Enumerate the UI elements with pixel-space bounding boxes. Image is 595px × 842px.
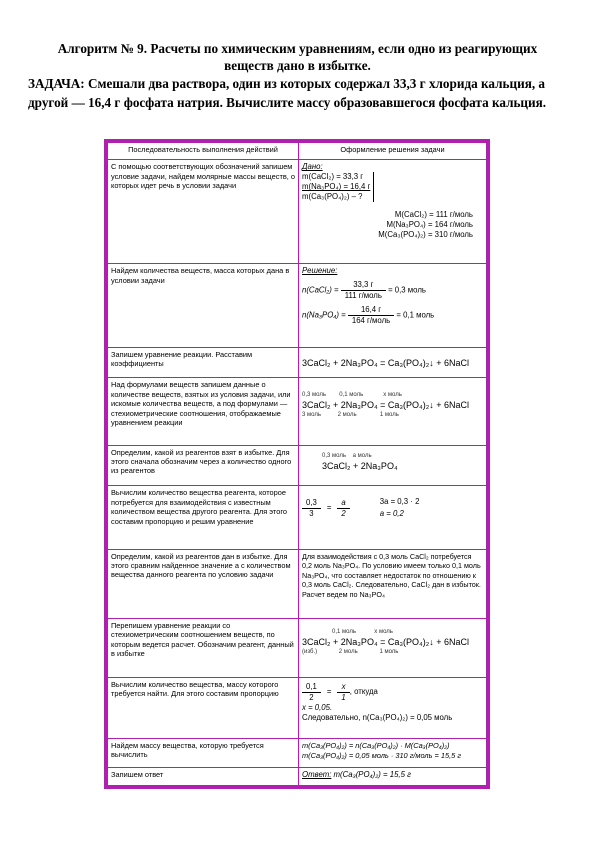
top-marks: 0,3 моль a моль: [322, 452, 372, 459]
molar-1: M(CaCl₂) = 111 г/моль: [394, 210, 473, 220]
table-row: [108, 486, 487, 549]
step-solution: [299, 160, 487, 264]
given-label: Дано:: [302, 162, 323, 172]
algorithm-table-frame: [104, 139, 490, 789]
reaction-equation: 3CaCl₂ + 2Na₃PO₄: [322, 460, 398, 471]
table-header-row: [108, 143, 487, 160]
table-row: [108, 618, 487, 677]
given-3: m(Ca₃(PO₄)₂) – ?: [302, 192, 363, 202]
table-row: [108, 767, 487, 785]
bottom-marks: (изб.) 2 моль 1 моль: [302, 648, 399, 655]
step-solution: [299, 767, 487, 785]
step-text: Найдем количества веществ, масса которых дана в условии задачи: [108, 264, 299, 348]
step-text: Запишем уравнение реакции. Расставим коэффициенты: [108, 347, 299, 378]
table-row: [108, 378, 487, 445]
n-calc-1: n(CaCl₂) = 33,3 г 111 г/моль = 0,3 моль: [302, 280, 426, 301]
step-text: Определим, какой из реагентов дан в избытке. Для этого сравним найденное значение a с количеством вещества данного реагента по условию задачи: [108, 549, 299, 618]
step-text: Найдем массу вещества, которую требуется вычислить: [108, 739, 299, 768]
step-solution: [299, 347, 487, 378]
given-1: m(CaCl₂) = 33,3 г: [302, 172, 364, 182]
answer-label: Ответ:: [302, 769, 332, 779]
molar-block: [302, 210, 483, 240]
step-text: Перепишем уравнение реакции со стехиометрическим соотношением веществ, по которым ведется расчет. Обозначим реагент, данный в избытке: [108, 618, 299, 677]
top-marks: 0,3 моль 0,1 моль x моль: [302, 392, 402, 399]
table-row: [108, 677, 487, 738]
n-calc-2: n(Na₃PO₄) = 16,4 г 164 г/моль = 0,1 моль: [302, 305, 435, 326]
title-line-2: веществ дано в избытке.: [224, 58, 371, 73]
given-block: [302, 172, 374, 202]
step-solution: [299, 618, 487, 677]
step-text: Над формулами веществ запишем данные о количестве веществ, взятых из условия задачи, или искомые количества веществ, а под формулами — стехиометрические соотношения, отображаемые уравнением реакции: [108, 378, 299, 445]
given-2: m(Na₃PO₄) = 16,4 г: [302, 182, 371, 192]
table-row: [108, 549, 487, 618]
step-text: С помощью соответствующих обозначений запишем условие задачи, найдем молярные массы веществ, о которых идет речь в условии задачи: [108, 160, 299, 264]
proportion: $\frac{0,3}{3}$ = $\frac{a}{2}$ 3a = 0,3 · 2 a = 0,2: [302, 496, 483, 520]
mass-calc: m(Ca₃(PO₄)₂) = 0,05 моль · 310 г/моль = 15,5 г: [302, 751, 461, 761]
molar-3: M(Ca₃(PO₄)₂) = 310 г/моль: [378, 230, 473, 240]
reaction-equation: 3CaCl₂ + 2Na₃PO₄ = Ca₃(PO₄)₂↓ + 6NaCl: [302, 357, 469, 368]
step-solution: Для взаимодействия с 0,3 моль CaCl₂ потребуется 0,2 моль Na₃PO₄. По условию имеем только 0,1 моль Na₃PO₄, что составляет недостаток по отношению к 0,3 моль CaCl₂. Следовательно, CaCl₂ дан в избыток. Расчет ведем по Na₃PO₄: [299, 549, 487, 618]
step-solution: [299, 378, 487, 445]
calc-1: 3a = 0,3 · 2: [379, 497, 420, 507]
step-text: Вычислим количество вещества реагента, которое потребуется для взаимодействия с известным количеством вещества другого реагента. Для этого составим пропорцию и решим уравнение: [108, 486, 299, 549]
step-text: Вычислим количество вещества, массу которого требуется найти. Для этого составим пропорцию: [108, 677, 299, 738]
task-statement: ЗАДАЧА: Смешали два раствора, один из которых содержал 33,3 г хлорида кальция, а другой — 16,4 г фосфата натрия. Вычислите массу образовавшегося фосфата кальция.: [28, 76, 547, 110]
step-solution: [299, 739, 487, 768]
answer-value: m(Ca₃(PO₄)₂) = 15,5 г: [333, 769, 411, 779]
reaction-equation: 3CaCl₂ + 2Na₃PO₄ = Ca₃(PO₄)₂↓ + 6NaCl: [302, 400, 469, 411]
title-line-1: Алгоритм № 9. Расчеты по химическим уравнениям, если одно из реагирующих: [57, 41, 538, 56]
molar-2: M(Na₃PO₄) = 164 г/моль: [386, 220, 473, 230]
step-solution: [299, 264, 487, 348]
step-text: Запишем ответ: [108, 767, 299, 785]
table-row: [108, 347, 487, 378]
reaction-equation: 3CaCl₂ + 2Na₃PO₄ = Ca₃(PO₄)₂↓ + 6NaCl: [302, 636, 469, 647]
algorithm-table: [107, 142, 487, 786]
solution-label: Решение:: [302, 266, 338, 276]
result-1: x = 0,05.: [302, 702, 333, 712]
table-row: [108, 739, 487, 768]
step-text: Определим, какой из реагентов взят в избытке. Для этого сначала обозначим через a количество одного из реагентов: [108, 445, 299, 486]
step-solution: [299, 445, 487, 486]
table-row: [108, 264, 487, 348]
proportion: $\frac{0,1}{2}$ = $\frac{x}{1}$ , откуда: [302, 682, 483, 703]
header-left: Последовательность выполнения действий: [108, 143, 299, 160]
header-right: Оформление решения задачи: [299, 143, 487, 160]
calc-2: a = 0,2: [379, 509, 404, 519]
bottom-marks: 3 моль 2 моль 1 моль: [302, 412, 399, 419]
table-row: [108, 160, 487, 264]
step-solution: [299, 486, 487, 549]
result-2: Следовательно, n(Ca₃(PO₄)₂) = 0,05 моль: [302, 712, 453, 722]
mass-formula: m(Ca₃(PO₄)₂) = n(Ca₃(PO₄)₂) · M(Ca₃(PO₄)₂): [302, 741, 450, 751]
step-solution: [299, 677, 487, 738]
page-title: [20, 40, 575, 74]
top-marks: 0,1 моль x моль: [302, 628, 393, 635]
table-row: [108, 445, 487, 486]
